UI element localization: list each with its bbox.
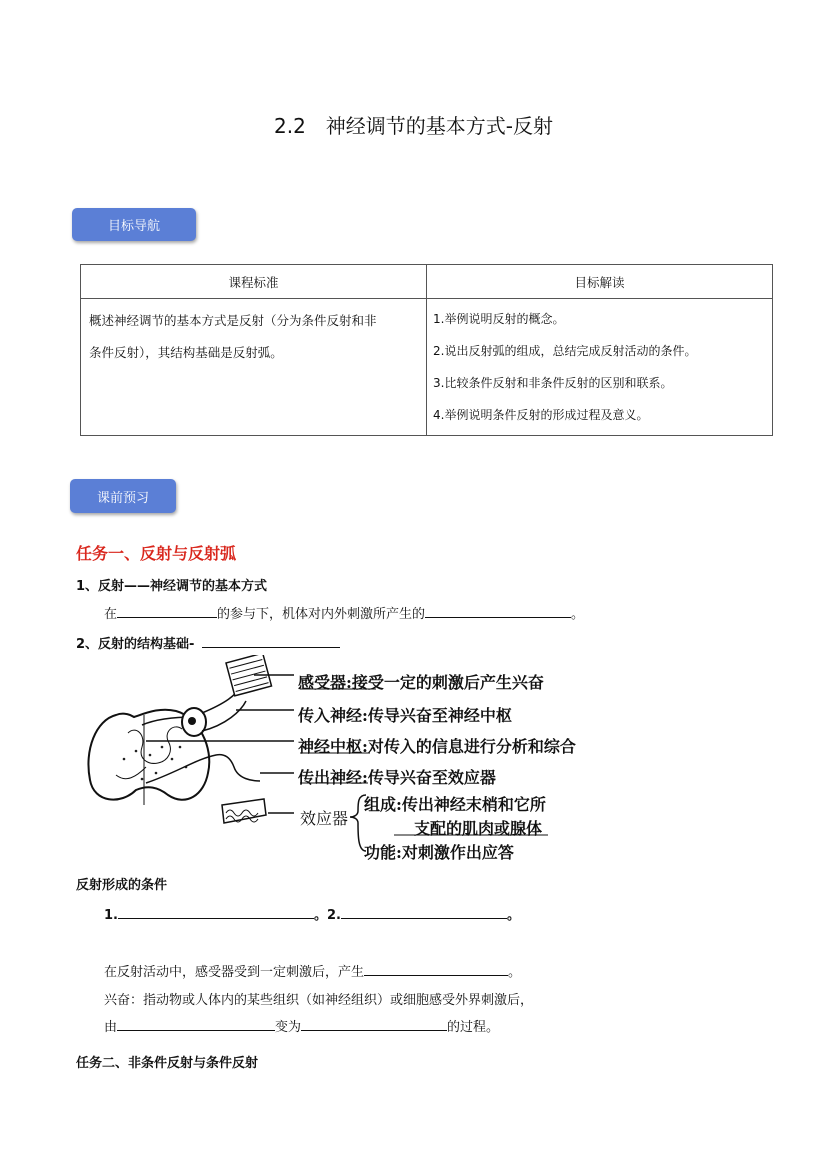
section-pill-preview: 课前预习 (70, 479, 176, 513)
task2-heading: 任务二、非条件反射与条件反射 (76, 1056, 259, 1071)
course-standard-cell (81, 299, 427, 436)
table-header-standard: 课程标准 (81, 265, 427, 299)
reflex-definition-sentence (104, 603, 584, 622)
goal-table (80, 264, 773, 436)
goal-item: 4.举例说明条件反射的形成过程及意义。 (433, 408, 649, 422)
text: 在反射活动中，感受器受到一定刺激后，产生 (104, 965, 365, 980)
fill-blank[interactable] (117, 603, 217, 618)
excitation-definition: 兴奋：指动物或人体内的某些组织（如神经组织）或细胞感受外界刺激后， (104, 993, 534, 1008)
text: 2、反射的结构基础- (76, 637, 195, 652)
reflex-definition-title: 1、反射——神经调节的基本方式 (76, 579, 268, 594)
fill-blank[interactable] (301, 1016, 447, 1031)
text: 。 (508, 965, 522, 980)
section-pill-goal-navigation: 目标导航 (72, 208, 196, 241)
diagram-label-composition-line2: 支配的肌肉或腺体 (414, 819, 543, 838)
diagram-label-center: 神经中枢:对传入的信息进行分析和综合 (298, 737, 576, 756)
conditions-blanks (104, 904, 520, 923)
text: 变为 (275, 1020, 302, 1035)
text: 在 (104, 607, 118, 622)
goal-item: 3.比较条件反射和非条件反射的区别和联系。 (433, 376, 673, 390)
text: 。 (571, 607, 585, 622)
fill-blank[interactable] (117, 1016, 275, 1031)
goal-item: 1.举例说明反射的概念。 (433, 312, 565, 326)
diagram-label-effector: 效应器 (300, 809, 349, 828)
excitation-process-sentence (104, 1016, 499, 1035)
diagram-label-receptor: 感受器:接受一定的刺激后产生兴奋 (298, 673, 544, 692)
fill-blank[interactable] (202, 633, 340, 648)
excitation-sentence (104, 961, 521, 980)
table-header-interpretation: 目标解读 (427, 265, 773, 299)
page-title: 2.2 神经调节的基本方式-反射 (273, 114, 554, 138)
task1-heading: 任务一、反射与反射弧 (76, 544, 237, 563)
fill-blank[interactable] (364, 961, 508, 976)
fill-blank[interactable] (341, 904, 507, 919)
fill-blank[interactable] (425, 603, 571, 618)
diagram-label-function: 功能:对刺激作出应答 (364, 843, 514, 862)
text: 1. (104, 908, 118, 923)
text: 的参与下，机体对内外刺激所产生的 (217, 607, 426, 622)
conditions-title: 反射形成的条件 (76, 878, 168, 893)
diagram-label-efferent: 传出神经:传导兴奋至效应器 (298, 768, 496, 787)
text: 的过程。 (447, 1020, 500, 1035)
standard-line: 条件反射），其结构基础是反射弧。 (89, 345, 283, 360)
text: 2. (327, 908, 341, 923)
goal-interpretation-cell (427, 299, 773, 436)
standard-line: 概述神经调节的基本方式是反射（分为条件反射和非 (89, 313, 377, 328)
text: 。 (313, 908, 327, 923)
text: 由 (104, 1020, 118, 1035)
diagram-label-afferent: 传入神经:传导兴奋至神经中枢 (298, 706, 512, 725)
goal-item: 2.说出反射弧的组成，总结完成反射活动的条件。 (433, 344, 697, 358)
diagram-label-composition-line1: 组成:传出神经末梢和它所 (364, 795, 546, 814)
effector-muscle (222, 799, 266, 823)
text: 。 (506, 908, 520, 923)
reflex-structure-title (76, 633, 340, 652)
fill-blank[interactable] (118, 904, 314, 919)
